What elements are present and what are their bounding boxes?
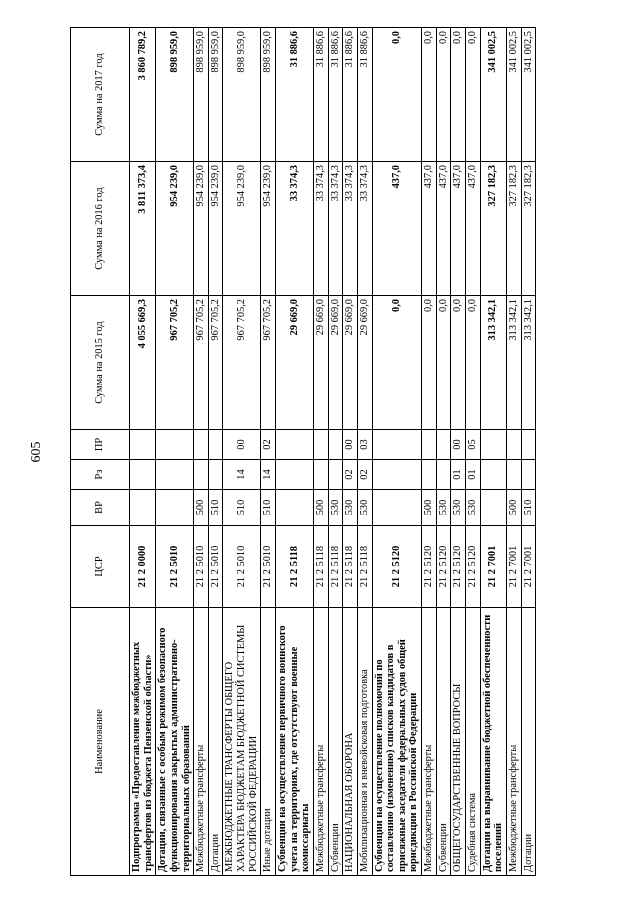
cell-sum-2016: 327 182,3 xyxy=(506,162,521,296)
cell-vr: 510 xyxy=(208,490,223,526)
table-row xyxy=(343,28,358,876)
cell-rz xyxy=(480,460,506,490)
cell-sum-2015: 0,0 xyxy=(422,296,437,430)
cell-vr: 530 xyxy=(436,490,451,526)
table-row xyxy=(208,28,223,876)
table-row xyxy=(422,28,437,876)
header-name: Наименование xyxy=(71,608,130,876)
cell-sum-2016: 33 374,3 xyxy=(357,162,372,296)
table-row xyxy=(506,28,521,876)
cell-name: Межбюджетные трансферты xyxy=(422,608,437,876)
cell-pr xyxy=(436,430,451,460)
cell-sum-2015: 0,0 xyxy=(372,296,422,430)
cell-sum-2016: 437,0 xyxy=(422,162,437,296)
table-row xyxy=(261,28,276,876)
cell-sum-2017: 31 886,6 xyxy=(343,28,358,162)
rotated-table-container xyxy=(70,28,570,876)
cell-pr xyxy=(313,430,328,460)
cell-rz xyxy=(208,460,223,490)
cell-sum-2017: 0,0 xyxy=(436,28,451,162)
cell-sum-2017: 3 860 789,2 xyxy=(130,28,156,162)
cell-sum-2015: 967 705,2 xyxy=(261,296,276,430)
header-rz: Рз xyxy=(71,460,130,490)
cell-csr: 21 2 5118 xyxy=(343,526,358,608)
cell-vr xyxy=(130,490,156,526)
cell-rz xyxy=(194,460,209,490)
cell-rz xyxy=(276,460,314,490)
cell-vr: 510 xyxy=(521,490,536,526)
cell-pr xyxy=(422,430,437,460)
cell-vr xyxy=(480,490,506,526)
table-row xyxy=(521,28,536,876)
cell-rz xyxy=(372,460,422,490)
cell-sum-2015: 29 669,0 xyxy=(276,296,314,430)
cell-rz xyxy=(436,460,451,490)
cell-sum-2015: 29 669,0 xyxy=(313,296,328,430)
cell-csr: 21 2 0000 xyxy=(130,526,156,608)
cell-csr: 21 2 5010 xyxy=(208,526,223,608)
cell-sum-2015: 967 705,2 xyxy=(194,296,209,430)
cell-sum-2015: 0,0 xyxy=(451,296,466,430)
cell-rz: 01 xyxy=(451,460,466,490)
cell-sum-2017: 898 959,0 xyxy=(223,28,261,162)
cell-sum-2016: 437,0 xyxy=(436,162,451,296)
cell-csr: 21 2 5120 xyxy=(466,526,481,608)
cell-csr: 21 2 5010 xyxy=(223,526,261,608)
table-row xyxy=(451,28,466,876)
cell-sum-2017: 341 002,5 xyxy=(480,28,506,162)
cell-sum-2017: 31 886,6 xyxy=(328,28,343,162)
cell-pr: 00 xyxy=(343,430,358,460)
cell-sum-2016: 3 811 373,4 xyxy=(130,162,156,296)
table-row xyxy=(328,28,343,876)
cell-sum-2016: 954 239,0 xyxy=(261,162,276,296)
cell-rz xyxy=(313,460,328,490)
cell-name: Мобилизационная и вневойсковая подготовка xyxy=(357,608,372,876)
cell-sum-2016: 437,0 xyxy=(466,162,481,296)
cell-pr: 00 xyxy=(451,430,466,460)
header-csr: ЦСР xyxy=(71,526,130,608)
cell-rz xyxy=(130,460,156,490)
cell-sum-2017: 0,0 xyxy=(372,28,422,162)
cell-csr: 21 2 5118 xyxy=(357,526,372,608)
cell-vr: 510 xyxy=(223,490,261,526)
cell-vr: 500 xyxy=(506,490,521,526)
cell-name: Межбюджетные трансферты xyxy=(313,608,328,876)
table-row xyxy=(436,28,451,876)
cell-name: Субвенции на осуществление полномочий по составлению (изменению) списков кандидатов в присяжные заседатели федеральных судов общей юрисдикции в Российской Федерации xyxy=(372,608,422,876)
cell-name: Дотации, связанные с особым режимом безопасного функционирования закрытых административно-территориальных образований xyxy=(156,608,194,876)
cell-pr xyxy=(506,430,521,460)
cell-csr: 21 2 7001 xyxy=(521,526,536,608)
header-sum-2015: Сумма на 2015 год xyxy=(71,296,130,430)
cell-pr xyxy=(194,430,209,460)
cell-vr: 530 xyxy=(466,490,481,526)
cell-name: Субвенции xyxy=(436,608,451,876)
cell-sum-2016: 954 239,0 xyxy=(156,162,194,296)
cell-sum-2017: 898 959,0 xyxy=(261,28,276,162)
cell-name: Иные дотации xyxy=(261,608,276,876)
cell-name: Судебная система xyxy=(466,608,481,876)
cell-vr xyxy=(372,490,422,526)
cell-name: НАЦИОНАЛЬНАЯ ОБОРОНА xyxy=(343,608,358,876)
cell-sum-2016: 437,0 xyxy=(451,162,466,296)
cell-sum-2015: 967 705,2 xyxy=(208,296,223,430)
cell-sum-2015: 4 055 669,3 xyxy=(130,296,156,430)
table-body xyxy=(130,28,536,876)
cell-csr: 21 2 5118 xyxy=(313,526,328,608)
table-row xyxy=(313,28,328,876)
cell-sum-2015: 313 342,1 xyxy=(506,296,521,430)
cell-csr: 21 2 7001 xyxy=(480,526,506,608)
cell-name: Подпрограмма «Предоставление межбюджетных трансфертов из бюджета Пензенской области» xyxy=(130,608,156,876)
cell-pr xyxy=(328,430,343,460)
cell-sum-2015: 29 669,0 xyxy=(357,296,372,430)
cell-rz xyxy=(422,460,437,490)
cell-sum-2016: 954 239,0 xyxy=(194,162,209,296)
cell-rz: 14 xyxy=(261,460,276,490)
cell-pr xyxy=(480,430,506,460)
cell-csr: 21 2 5118 xyxy=(328,526,343,608)
cell-pr xyxy=(208,430,223,460)
cell-name: Дотации на выравнивание бюджетной обеспеченности поселений xyxy=(480,608,506,876)
table-row xyxy=(466,28,481,876)
cell-rz: 14 xyxy=(223,460,261,490)
cell-sum-2016: 327 182,3 xyxy=(480,162,506,296)
cell-sum-2016: 33 374,3 xyxy=(343,162,358,296)
cell-name: Межбюджетные трансферты xyxy=(194,608,209,876)
table-row xyxy=(156,28,194,876)
cell-rz xyxy=(506,460,521,490)
cell-pr xyxy=(276,430,314,460)
cell-sum-2017: 31 886,6 xyxy=(313,28,328,162)
cell-sum-2015: 0,0 xyxy=(436,296,451,430)
cell-vr: 530 xyxy=(328,490,343,526)
cell-sum-2015: 0,0 xyxy=(466,296,481,430)
cell-sum-2015: 967 705,2 xyxy=(223,296,261,430)
table-row xyxy=(223,28,261,876)
cell-name: МЕЖБЮДЖЕТНЫЕ ТРАНСФЕРТЫ ОБЩЕГО ХАРАКТЕРА БЮДЖЕТАМ БЮДЖЕТНОЙ СИСТЕМЫ РОССИЙСКОЙ ФЕДЕРАЦИИ xyxy=(223,608,261,876)
cell-rz: 02 xyxy=(357,460,372,490)
cell-sum-2016: 437,0 xyxy=(372,162,422,296)
cell-sum-2015: 967 705,2 xyxy=(156,296,194,430)
cell-pr xyxy=(156,430,194,460)
header-vr: ВР xyxy=(71,490,130,526)
cell-vr: 500 xyxy=(313,490,328,526)
header-sum-2017: Сумма на 2017 год xyxy=(71,28,130,162)
table-row xyxy=(372,28,422,876)
cell-sum-2017: 31 886,6 xyxy=(357,28,372,162)
cell-rz xyxy=(328,460,343,490)
cell-csr: 21 2 5120 xyxy=(372,526,422,608)
cell-sum-2016: 954 239,0 xyxy=(208,162,223,296)
cell-name: Субвенции на осуществление первичного воинского учета на территориях, где отсутствуют военные комиссариаты xyxy=(276,608,314,876)
cell-csr: 21 2 5120 xyxy=(451,526,466,608)
cell-sum-2017: 0,0 xyxy=(466,28,481,162)
cell-pr xyxy=(521,430,536,460)
cell-name: Дотации xyxy=(208,608,223,876)
cell-sum-2016: 33 374,3 xyxy=(313,162,328,296)
cell-pr xyxy=(130,430,156,460)
cell-name: Дотации xyxy=(521,608,536,876)
cell-sum-2017: 341 002,5 xyxy=(506,28,521,162)
cell-sum-2015: 313 342,1 xyxy=(521,296,536,430)
cell-rz xyxy=(521,460,536,490)
cell-sum-2016: 954 239,0 xyxy=(223,162,261,296)
cell-sum-2017: 898 959,0 xyxy=(208,28,223,162)
cell-vr: 500 xyxy=(422,490,437,526)
cell-rz xyxy=(156,460,194,490)
cell-sum-2015: 313 342,1 xyxy=(480,296,506,430)
cell-sum-2017: 31 886,6 xyxy=(276,28,314,162)
cell-pr: 02 xyxy=(261,430,276,460)
table-row xyxy=(480,28,506,876)
cell-vr: 530 xyxy=(357,490,372,526)
cell-sum-2015: 29 669,0 xyxy=(343,296,358,430)
cell-pr: 00 xyxy=(223,430,261,460)
cell-sum-2016: 33 374,3 xyxy=(328,162,343,296)
cell-sum-2017: 0,0 xyxy=(451,28,466,162)
cell-sum-2017: 898 959,0 xyxy=(156,28,194,162)
budget-table xyxy=(70,27,536,876)
cell-vr: 510 xyxy=(261,490,276,526)
table-row xyxy=(130,28,156,876)
cell-csr: 21 2 5120 xyxy=(422,526,437,608)
header-sum-2016: Сумма на 2016 год xyxy=(71,162,130,296)
cell-sum-2015: 29 669,0 xyxy=(328,296,343,430)
page-number: 605 xyxy=(29,441,44,463)
cell-vr: 530 xyxy=(451,490,466,526)
cell-pr: 03 xyxy=(357,430,372,460)
cell-csr: 21 2 5118 xyxy=(276,526,314,608)
cell-vr xyxy=(156,490,194,526)
table-row xyxy=(194,28,209,876)
cell-csr: 21 2 5010 xyxy=(261,526,276,608)
cell-sum-2017: 0,0 xyxy=(422,28,437,162)
cell-csr: 21 2 5120 xyxy=(436,526,451,608)
cell-sum-2016: 327 182,3 xyxy=(521,162,536,296)
cell-vr xyxy=(276,490,314,526)
cell-sum-2016: 33 374,3 xyxy=(276,162,314,296)
cell-name: Субвенции xyxy=(328,608,343,876)
table-row xyxy=(357,28,372,876)
cell-csr: 21 2 5010 xyxy=(156,526,194,608)
cell-vr: 500 xyxy=(194,490,209,526)
cell-name: ОБЩЕГОСУДАРСТВЕННЫЕ ВОПРОСЫ xyxy=(451,608,466,876)
cell-pr xyxy=(372,430,422,460)
header-pr: ПР xyxy=(71,430,130,460)
cell-csr: 21 2 5010 xyxy=(194,526,209,608)
cell-csr: 21 2 7001 xyxy=(506,526,521,608)
cell-sum-2017: 898 959,0 xyxy=(194,28,209,162)
cell-vr: 530 xyxy=(343,490,358,526)
table-header-row xyxy=(71,28,130,876)
table-row xyxy=(276,28,314,876)
cell-name: Межбюджетные трансферты xyxy=(506,608,521,876)
cell-sum-2017: 341 002,5 xyxy=(521,28,536,162)
cell-rz: 02 xyxy=(343,460,358,490)
cell-rz: 01 xyxy=(466,460,481,490)
cell-pr: 05 xyxy=(466,430,481,460)
